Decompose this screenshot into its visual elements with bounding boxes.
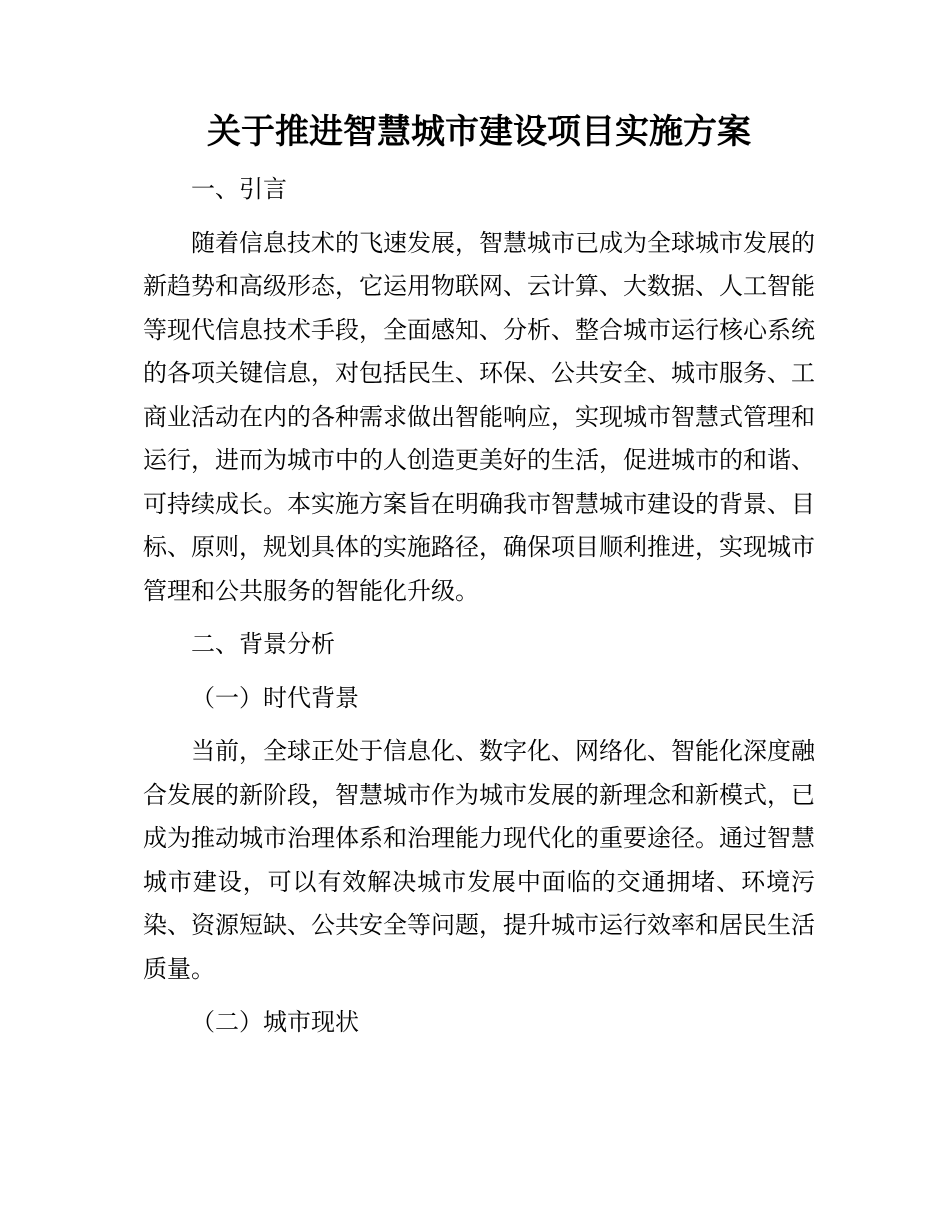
body-paragraph-era-background: 当前，全球正处于信息化、数字化、网络化、智能化深度融合发展的新阶段，智慧城市作为城市发展的新理念和新模式，已成为推动城市治理体系和治理能力现代化的重要途径。通过智慧城市建设，可以有效解决城市发展中面临的交通拥堵、环境污染、资源短缺、公共安全等问题，提升城市运行效率和居民生活质量。	[143, 738, 815, 983]
section-heading-background-analysis: 二、背景分析	[191, 631, 335, 658]
document-title: 关于推进智慧城市建设项目实施方案	[207, 113, 751, 151]
subsection-heading-city-status: （二）城市现状	[191, 1009, 359, 1036]
body-paragraph-introduction: 随着信息技术的飞速发展，智慧城市已成为全球城市发展的新趋势和高级形态，它运用物联网、云计算、大数据、人工智能等现代信息技术手段，全面感知、分析、整合城市运行核心系统的各项关键信息，对包括民生、环保、公共安全、城市服务、工商业活动在内的各种需求做出智能响应，实现城市智慧式管理和运行，进而为城市中的人创造更美好的生活，促进城市的和谐、可持续成长。本实施方案旨在明确我市智慧城市建设的背景、目标、原则，规划具体的实施路径，确保项目顺利推进，实现城市管理和公共服务的智能化升级。	[143, 229, 815, 605]
subsection-heading-era-background: （一）时代背景	[191, 684, 359, 712]
section-heading-introduction: 一、引言	[191, 176, 287, 203]
